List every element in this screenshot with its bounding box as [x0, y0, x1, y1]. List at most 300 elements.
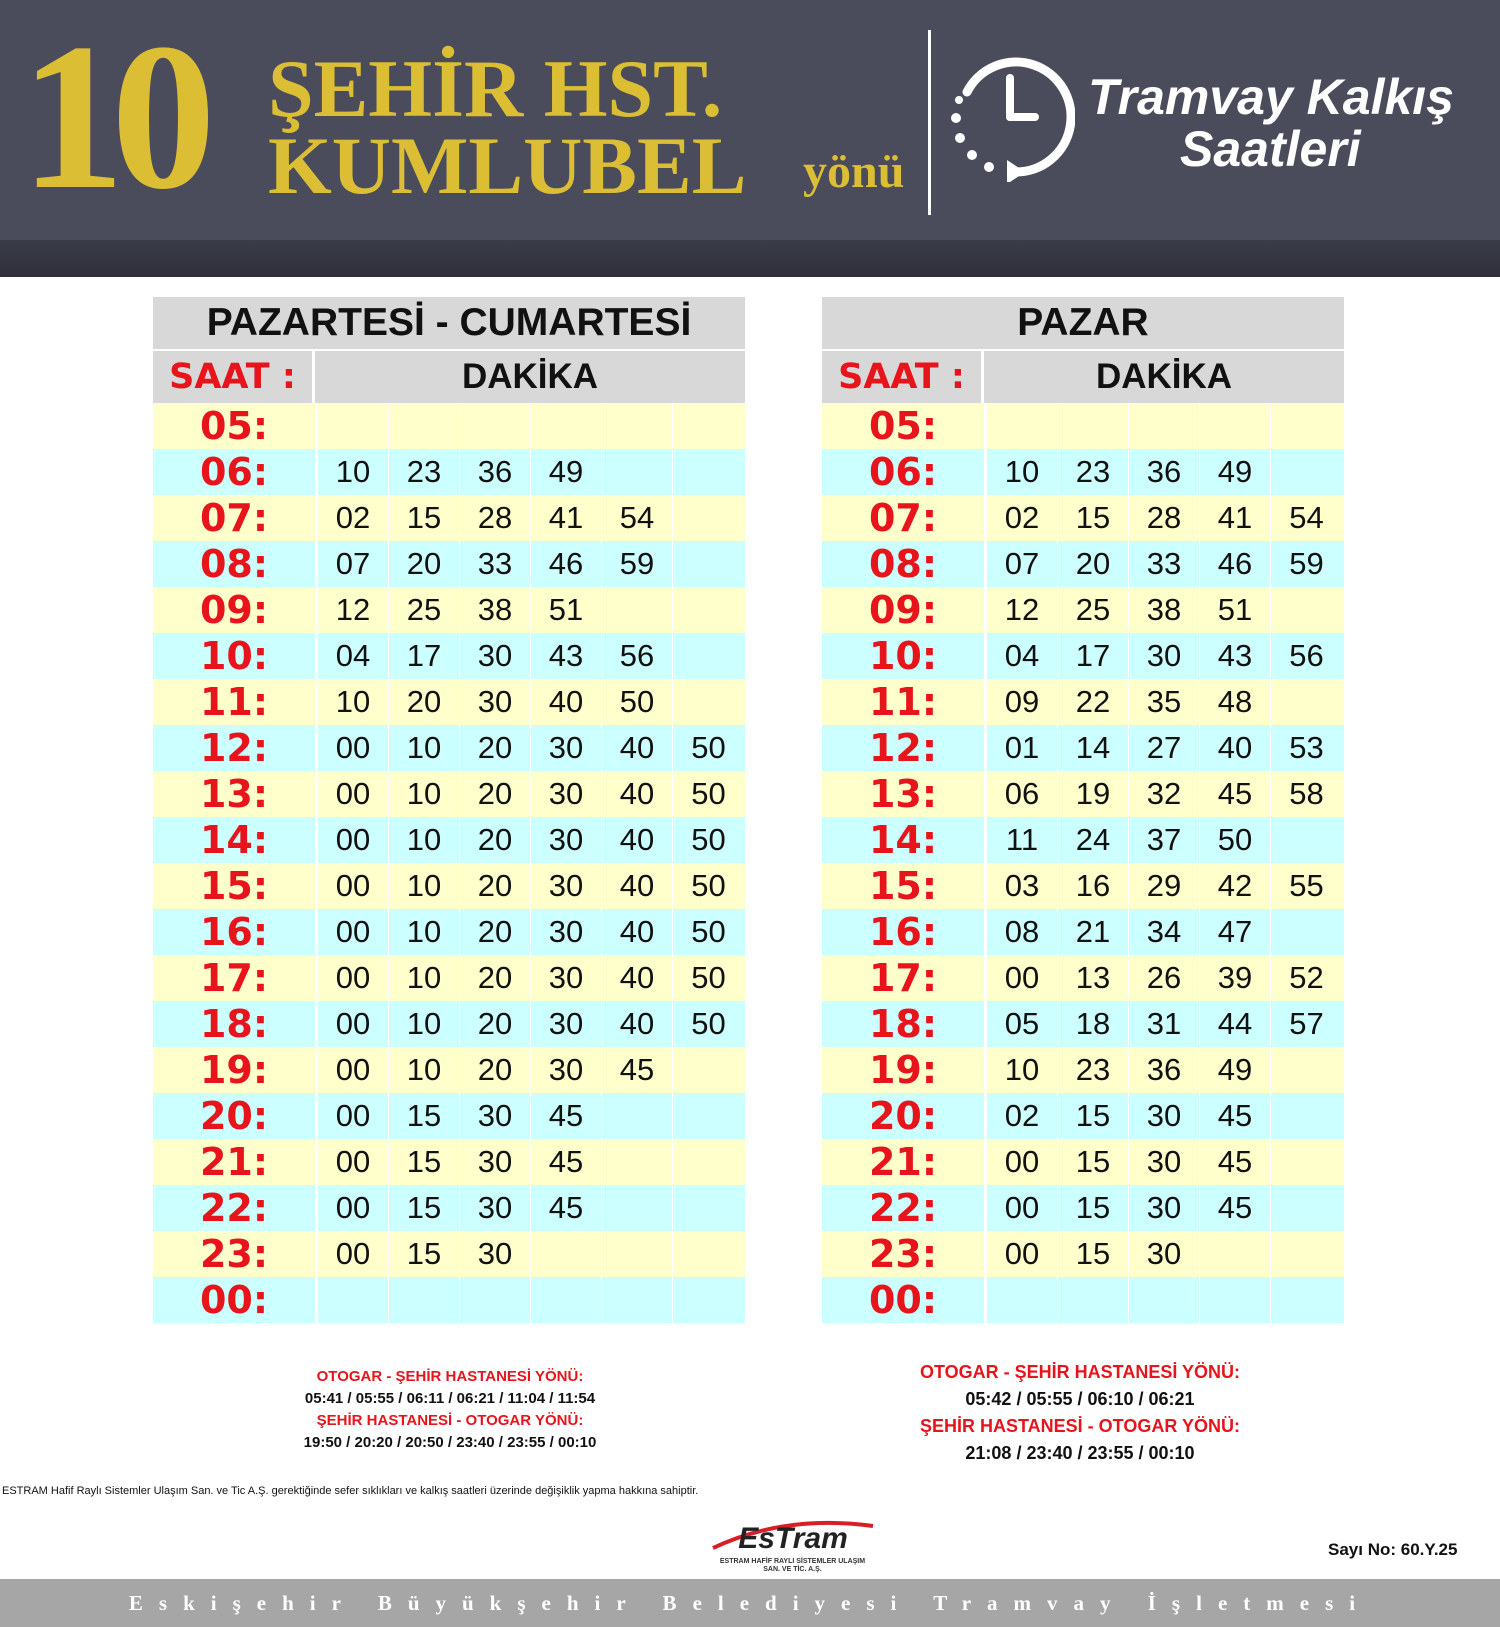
minute-cell [602, 403, 673, 449]
minute-cell: 34 [1129, 909, 1200, 955]
timetable-row [822, 725, 1344, 771]
minute-cell: 31 [1129, 1001, 1200, 1047]
minute-cell: 00 [987, 1231, 1058, 1277]
minute-cell: 00 [318, 1139, 389, 1185]
minute-cell: 43 [1200, 633, 1271, 679]
minute-cell: 48 [1200, 679, 1271, 725]
minute-cell: 59 [1289, 546, 1324, 581]
minute-cell: 41 [531, 495, 602, 541]
minute-cell: 15 [389, 1139, 460, 1185]
minute-cell: 40 [531, 679, 602, 725]
minute-cell: 15 [1058, 1231, 1129, 1277]
minute-cell: 00 [318, 1001, 389, 1047]
minute-cell [1271, 1231, 1342, 1277]
direction-word: yönü [803, 145, 905, 198]
extra-trips-heading: OTOGAR - ŞEHİR HASTANESİ YÖNÜ: [919, 1362, 1241, 1382]
minute-cell: 02 [987, 1093, 1058, 1139]
minute-cell: 40 [602, 817, 673, 863]
extra-trips-times: 19:50 / 20:20 / 20:50 / 23:40 / 23:55 / 00:10 [303, 1434, 597, 1451]
minute-cell: 41 [1200, 495, 1271, 541]
minute-cell: 37 [1129, 817, 1200, 863]
timetable-row [153, 403, 745, 449]
minute-cell: 59 [602, 541, 673, 587]
minute-cell: 02 [318, 495, 389, 541]
header-divider [928, 30, 931, 215]
sunday-extra-trips [880, 1359, 1280, 1467]
hour-cell: 19: [153, 1047, 318, 1093]
minute-cell: 21 [1058, 909, 1129, 955]
extra-trips-times: 21:08 / 23:40 / 23:55 / 00:10 [965, 1443, 1195, 1463]
minute-cell: 55 [1289, 868, 1324, 903]
minute-cell: 52 [1289, 960, 1324, 995]
minute-cell: 01 [987, 725, 1058, 771]
minute-cell: 10 [318, 449, 389, 495]
minute-cell: 40 [602, 863, 673, 909]
minute-cell [1271, 403, 1342, 449]
minute-cell: 38 [1129, 587, 1200, 633]
minute-cell [673, 1185, 744, 1231]
minute-cell: 58 [1289, 776, 1324, 811]
timetable-row [822, 403, 1344, 449]
minute-cell [602, 449, 673, 495]
minute-cell: 10 [389, 1047, 460, 1093]
minute-cell: 07 [318, 541, 389, 587]
minute-cell: 30 [531, 1001, 602, 1047]
minute-cell: 29 [1129, 863, 1200, 909]
hour-cell: 00: [822, 1277, 987, 1323]
minute-cell: 15 [1058, 495, 1129, 541]
hour-cell: 22: [153, 1185, 318, 1231]
minute-cell: 45 [531, 1093, 602, 1139]
minute-cell: 10 [389, 725, 460, 771]
minute-cell: 30 [531, 909, 602, 955]
minute-cell: 09 [987, 679, 1058, 725]
minute-cell [460, 1277, 531, 1323]
timetable-row [153, 449, 745, 495]
minute-cell [673, 1093, 744, 1139]
minute-cell: 10 [389, 955, 460, 1001]
minute-cell: 10 [389, 909, 460, 955]
minute-cell [673, 633, 744, 679]
minute-cell: 36 [1129, 449, 1200, 495]
minute-cell: 08 [987, 909, 1058, 955]
minute-cell [1129, 1277, 1200, 1323]
minute-cell: 40 [1200, 725, 1271, 771]
minute-cell [673, 495, 744, 541]
minute-cell: 19 [1058, 771, 1129, 817]
weekday-extra-trips [250, 1366, 650, 1454]
dakika-label: DAKİKA [461, 357, 599, 396]
timetable-row [822, 1047, 1344, 1093]
timetable-row [153, 1093, 745, 1139]
timetable-row [153, 1139, 745, 1185]
timetable-row [153, 725, 745, 771]
minute-cell: 20 [1058, 541, 1129, 587]
timetable-row [822, 1139, 1344, 1185]
minute-cell: 20 [460, 1001, 531, 1047]
timetable-row [822, 1093, 1344, 1139]
minute-cell: 10 [987, 449, 1058, 495]
minute-cell: 50 [602, 679, 673, 725]
minute-cell: 02 [987, 495, 1058, 541]
minute-cell [1271, 679, 1342, 725]
minute-cell: 50 [691, 822, 726, 857]
hour-cell: 15: [822, 863, 987, 909]
minute-cell: 50 [691, 730, 726, 765]
minute-cell [1271, 1047, 1342, 1093]
timetable-row [822, 495, 1344, 541]
minute-cell [1271, 817, 1342, 863]
minute-cell [531, 1231, 602, 1277]
minute-cell: 15 [389, 1093, 460, 1139]
minute-cell [389, 1277, 460, 1323]
minute-cell: 11 [987, 817, 1058, 863]
timetable-row [153, 495, 745, 541]
minute-cell: 45 [1200, 771, 1271, 817]
minute-cell: 40 [602, 1001, 673, 1047]
minute-cell: 35 [1129, 679, 1200, 725]
timetable-row [822, 633, 1344, 679]
minute-cell [602, 1093, 673, 1139]
minute-cell [673, 541, 744, 587]
minute-cell: 00 [318, 955, 389, 1001]
minute-cell: 25 [389, 587, 460, 633]
timetable-row [153, 771, 745, 817]
sunday-column-header [822, 351, 1344, 403]
minute-cell: 45 [602, 1047, 673, 1093]
minute-cell: 45 [1200, 1093, 1271, 1139]
minute-cell: 15 [1058, 1093, 1129, 1139]
hour-cell: 11: [153, 679, 318, 725]
minute-cell: 49 [1200, 1047, 1271, 1093]
extra-trips-times: 05:42 / 05:55 / 06:10 / 06:21 [965, 1389, 1195, 1409]
minute-cell: 18 [1058, 1001, 1129, 1047]
sunday-title: PAZAR [822, 297, 1344, 349]
minute-cell: 30 [460, 1139, 531, 1185]
minute-cell: 07 [987, 541, 1058, 587]
timetable-row [153, 1231, 745, 1277]
hour-cell: 12: [153, 725, 318, 771]
timetable-row [153, 1277, 745, 1323]
minute-cell: 20 [460, 955, 531, 1001]
issue-number: Sayı No: 60.Y.25 [1328, 1540, 1458, 1559]
minute-cell: 00 [318, 863, 389, 909]
hour-cell: 14: [822, 817, 987, 863]
minute-cell: 50 [691, 868, 726, 903]
hour-cell: 14: [153, 817, 318, 863]
minute-cell: 56 [602, 633, 673, 679]
minute-cell: 00 [987, 1185, 1058, 1231]
hour-cell: 06: [822, 449, 987, 495]
minute-cell: 23 [389, 449, 460, 495]
minute-cell: 00 [318, 909, 389, 955]
extra-trips-heading: ŞEHİR HASTANESİ - OTOGAR YÖNÜ: [316, 1412, 584, 1429]
minute-cell [1200, 403, 1271, 449]
hour-cell: 18: [822, 1001, 987, 1047]
timetable-row [822, 1231, 1344, 1277]
timetable-row [822, 679, 1344, 725]
minute-cell: 30 [460, 633, 531, 679]
minute-cell: 17 [389, 633, 460, 679]
hour-cell: 00: [153, 1277, 318, 1323]
minute-cell: 49 [531, 449, 602, 495]
header-banner [0, 0, 1500, 277]
minute-cell: 10 [389, 1001, 460, 1047]
minute-cell: 43 [531, 633, 602, 679]
minute-cell [987, 403, 1058, 449]
hour-cell: 18: [153, 1001, 318, 1047]
minute-cell: 00 [318, 1047, 389, 1093]
minute-cell: 20 [460, 863, 531, 909]
minute-cell: 49 [1200, 449, 1271, 495]
minute-cell: 15 [389, 1231, 460, 1277]
minute-cell: 36 [460, 449, 531, 495]
minute-cell: 17 [1058, 633, 1129, 679]
minute-cell [673, 1139, 744, 1185]
minute-cell [1058, 403, 1129, 449]
minute-cell: 30 [531, 771, 602, 817]
weekday-title: PAZARTESİ - CUMARTESİ [153, 297, 745, 349]
minute-cell: 20 [460, 909, 531, 955]
timetable-row [153, 633, 745, 679]
minute-cell: 23 [1058, 449, 1129, 495]
estram-logo [705, 1518, 880, 1578]
minute-cell: 50 [691, 776, 726, 811]
timetable-row [822, 771, 1344, 817]
minute-cell: 57 [1289, 1006, 1324, 1041]
minute-cell: 45 [531, 1139, 602, 1185]
minute-cell: 13 [1058, 955, 1129, 1001]
footer-banner: Eskişehir Büyükşehir Belediyesi Tramvay İşletmesi [0, 1579, 1500, 1627]
extra-trips-heading: OTOGAR - ŞEHİR HASTANESİ YÖNÜ: [316, 1368, 584, 1385]
minute-cell: 40 [602, 909, 673, 955]
sunday-rows [822, 403, 1344, 1323]
minute-cell: 23 [1058, 1047, 1129, 1093]
hour-cell: 11: [822, 679, 987, 725]
minute-cell: 30 [531, 1047, 602, 1093]
hour-cell: 08: [153, 541, 318, 587]
hour-cell: 13: [153, 771, 318, 817]
minute-cell: 03 [987, 863, 1058, 909]
minute-cell: 06 [987, 771, 1058, 817]
minute-cell [673, 679, 744, 725]
minute-cell [1271, 1185, 1342, 1231]
timetable-row [822, 863, 1344, 909]
minute-cell: 56 [1289, 638, 1324, 673]
minute-cell: 39 [1200, 955, 1271, 1001]
minute-cell: 45 [1200, 1139, 1271, 1185]
minute-cell [602, 587, 673, 633]
minute-cell: 50 [1200, 817, 1271, 863]
hour-cell: 16: [153, 909, 318, 955]
minute-cell: 45 [1200, 1185, 1271, 1231]
stop-name-line2: KUMLUBEL [268, 120, 747, 211]
minute-cell: 30 [460, 679, 531, 725]
minute-cell: 00 [318, 1093, 389, 1139]
minute-cell: 30 [531, 863, 602, 909]
minute-cell [1271, 1139, 1342, 1185]
timetable-row [153, 955, 745, 1001]
minute-cell: 20 [460, 725, 531, 771]
title-line2: Saatleri [1180, 121, 1361, 177]
minute-cell [1271, 909, 1342, 955]
hour-cell: 05: [153, 403, 318, 449]
minute-cell: 15 [1058, 1185, 1129, 1231]
minute-cell: 30 [1129, 633, 1200, 679]
minute-cell: 54 [1289, 500, 1324, 535]
hour-cell: 08: [822, 541, 987, 587]
minute-cell [673, 1231, 744, 1277]
timetable-row [153, 1001, 745, 1047]
minute-cell [673, 403, 744, 449]
minute-cell: 15 [389, 1185, 460, 1231]
hour-cell: 12: [822, 725, 987, 771]
minute-cell: 30 [460, 1093, 531, 1139]
logo-subtitle: SAN. VE TİC. A.Ş. [763, 1566, 822, 1573]
hour-cell: 17: [822, 955, 987, 1001]
minute-cell [318, 1277, 389, 1323]
logo-subtitle: ESTRAM HAFİF RAYLI SİSTEMLER ULAŞIM [719, 1558, 866, 1565]
minute-cell: 53 [1289, 730, 1324, 765]
timetable-row [822, 1185, 1344, 1231]
minute-cell: 20 [460, 1047, 531, 1093]
minute-cell: 00 [318, 1185, 389, 1231]
minute-cell: 20 [460, 771, 531, 817]
minute-cell [1271, 1277, 1342, 1323]
minute-cell: 22 [1058, 679, 1129, 725]
timetable-row [153, 679, 745, 725]
timetable-row [822, 587, 1344, 633]
minute-cell: 33 [460, 541, 531, 587]
minute-cell [673, 1047, 744, 1093]
disclaimer-text: ESTRAM Hafif Raylı Sistemler Ulaşım San. ve Tic A.Ş. gerektiğinde sefer sıklıkları ve kalkış saatleri üzerinde değişiklik yapma hakkına sahiptir. [2, 1485, 699, 1497]
minute-cell: 26 [1129, 955, 1200, 1001]
minute-cell [531, 403, 602, 449]
minute-cell: 00 [318, 817, 389, 863]
hour-cell: 07: [822, 495, 987, 541]
minute-cell: 20 [389, 679, 460, 725]
minute-cell: 51 [531, 587, 602, 633]
hour-cell: 22: [822, 1185, 987, 1231]
minute-cell: 32 [1129, 771, 1200, 817]
hour-cell: 20: [153, 1093, 318, 1139]
timetable-row [822, 817, 1344, 863]
hour-cell: 20: [822, 1093, 987, 1139]
minute-cell: 40 [602, 955, 673, 1001]
minute-cell: 40 [602, 771, 673, 817]
minute-cell: 33 [1129, 541, 1200, 587]
minute-cell: 36 [1129, 1047, 1200, 1093]
minute-cell [1271, 1093, 1342, 1139]
minute-cell: 00 [318, 725, 389, 771]
minute-cell: 12 [987, 587, 1058, 633]
minute-cell: 50 [691, 1006, 726, 1041]
minute-cell: 04 [987, 633, 1058, 679]
stop-name-line1: ŞEHİR HST. [268, 43, 723, 134]
minute-cell [389, 403, 460, 449]
hour-cell: 15: [153, 863, 318, 909]
hour-cell: 17: [153, 955, 318, 1001]
timetable-row [822, 449, 1344, 495]
hour-cell: 19: [822, 1047, 987, 1093]
hour-cell: 09: [153, 587, 318, 633]
minute-cell: 04 [318, 633, 389, 679]
sunday-timetable [822, 297, 1344, 1323]
hour-cell: 07: [153, 495, 318, 541]
extra-trips-times: 05:41 / 05:55 / 06:11 / 06:21 / 11:04 / 11:54 [304, 1390, 596, 1407]
timetable-row [153, 1047, 745, 1093]
minute-cell: 46 [531, 541, 602, 587]
minute-cell: 10 [389, 863, 460, 909]
timetable-row [153, 817, 745, 863]
extra-trips-heading: ŞEHİR HASTANESİ - OTOGAR YÖNÜ: [919, 1416, 1241, 1436]
hour-cell: 05: [822, 403, 987, 449]
minute-cell: 27 [1129, 725, 1200, 771]
minute-cell: 30 [460, 1185, 531, 1231]
header-shade [0, 240, 1500, 277]
minute-cell [602, 1277, 673, 1323]
minute-cell: 30 [1129, 1139, 1200, 1185]
minute-cell: 15 [389, 495, 460, 541]
minute-cell: 15 [1058, 1139, 1129, 1185]
minute-cell: 44 [1200, 1001, 1271, 1047]
hour-cell: 10: [822, 633, 987, 679]
minute-cell: 42 [1200, 863, 1271, 909]
minute-cell: 10 [318, 679, 389, 725]
hour-cell: 13: [822, 771, 987, 817]
minute-cell [1058, 1277, 1129, 1323]
minute-cell [1129, 403, 1200, 449]
minute-cell: 47 [1200, 909, 1271, 955]
minute-cell: 28 [1129, 495, 1200, 541]
minute-cell [987, 1277, 1058, 1323]
minute-cell: 30 [1129, 1185, 1200, 1231]
title-line1: Tramvay Kalkış [1088, 69, 1454, 125]
minute-cell: 00 [318, 1231, 389, 1277]
weekday-rows [153, 403, 745, 1323]
timetable-row [822, 909, 1344, 955]
minute-cell: 00 [987, 1139, 1058, 1185]
hour-cell: 06: [153, 449, 318, 495]
timetable-row [822, 1001, 1344, 1047]
hour-cell: 21: [153, 1139, 318, 1185]
weekday-column-header [153, 351, 745, 403]
minute-cell [318, 403, 389, 449]
minute-cell: 30 [460, 1231, 531, 1277]
minute-cell: 12 [318, 587, 389, 633]
minute-cell: 10 [987, 1047, 1058, 1093]
saat-label: SAAT : [153, 351, 315, 403]
dakika-label: DAKİKA [1095, 357, 1233, 396]
timetable-row [153, 587, 745, 633]
timetable-row [822, 1277, 1344, 1323]
minute-cell: 25 [1058, 587, 1129, 633]
saat-label: SAAT : [822, 351, 984, 403]
hour-cell: 10: [153, 633, 318, 679]
hour-cell: 09: [822, 587, 987, 633]
minute-cell: 20 [460, 817, 531, 863]
minute-cell: 38 [460, 587, 531, 633]
timetable-row [822, 955, 1344, 1001]
minute-cell [460, 403, 531, 449]
minute-cell: 30 [531, 817, 602, 863]
minute-cell [602, 1231, 673, 1277]
clock-history-icon [945, 52, 1075, 182]
minute-cell: 30 [531, 725, 602, 771]
minute-cell: 10 [389, 771, 460, 817]
hour-cell: 16: [822, 909, 987, 955]
minute-cell [673, 587, 744, 633]
